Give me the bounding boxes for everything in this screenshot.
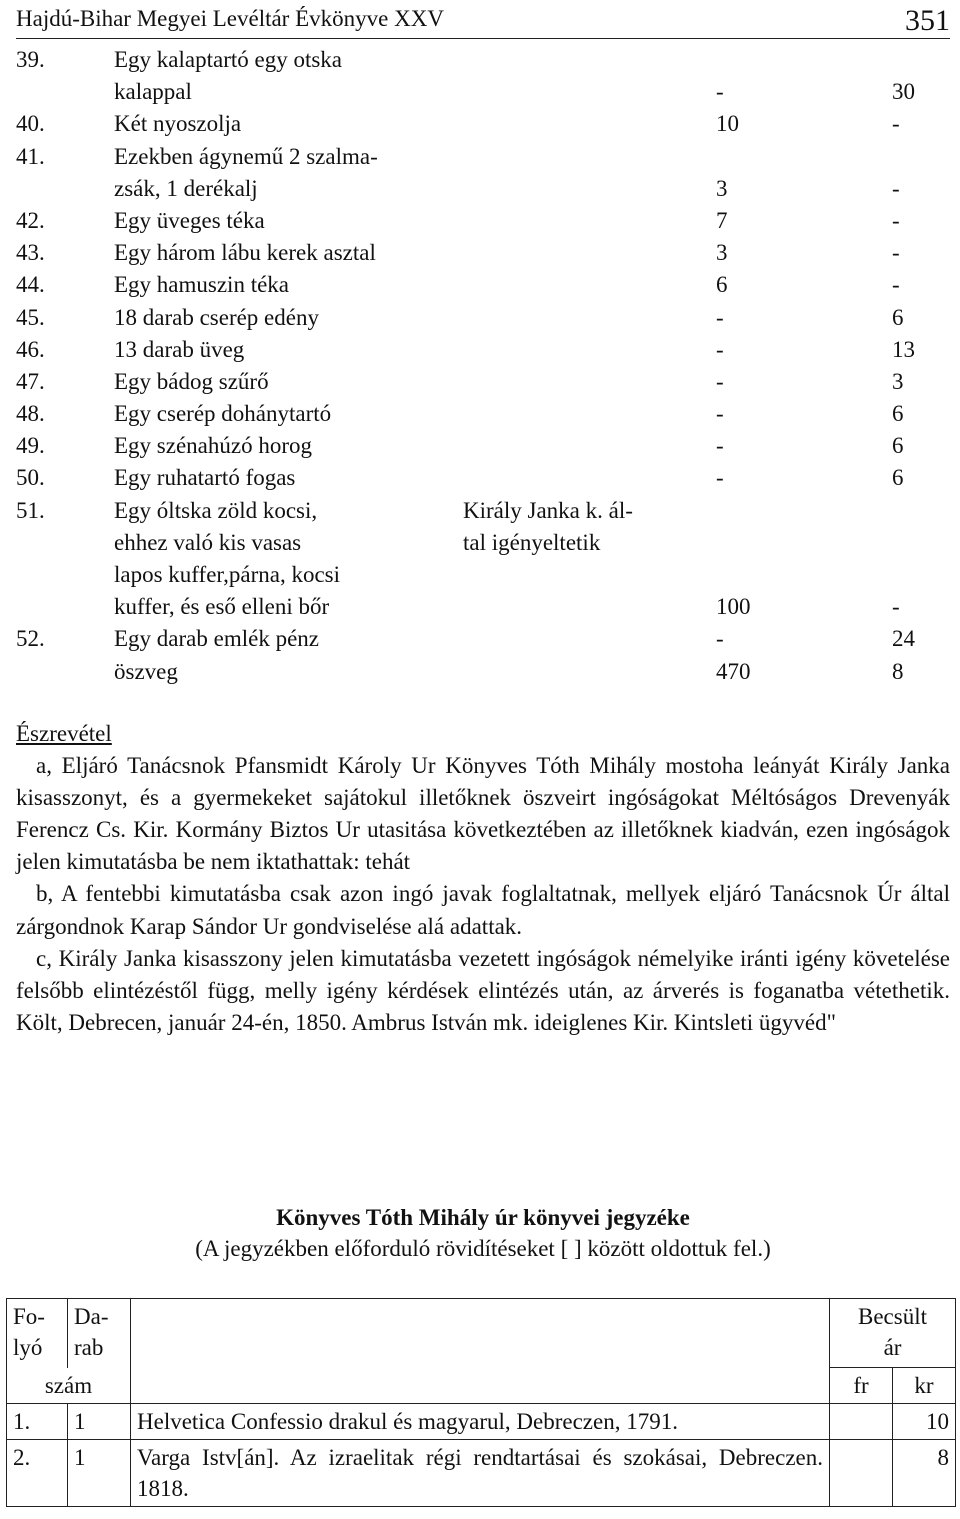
inventory-line [16,173,936,205]
inventory-line [16,269,936,301]
item-value-kr: - [892,175,900,201]
inventory-line [16,398,936,430]
table-header-row [7,1299,956,1368]
item-description: öszveg [114,658,178,684]
book-list-subtitle: (A jegyzékben előforduló rövidítéseket [ ] között oldottuk fel.) [195,1236,771,1261]
item-value-fr: 10 [716,111,739,137]
item-description: kalappal [114,79,192,105]
item-value-kr: - [892,594,900,620]
inventory-line [16,302,936,334]
inventory-line [16,591,936,623]
item-number: 46. [16,336,45,362]
item-value-kr: 3 [892,368,904,394]
item-number: 48. [16,401,45,427]
item-value-fr: - [716,368,724,394]
book-list-table [6,1298,956,1507]
item-value-kr: 8 [892,658,904,684]
remarks-paragraph-c: c, Király Janka kisasszony jelen kimutatásba vezetett ingóságok némelyike iránti igény követelése felsőbb elintézéstől függ, melly igény kérdések elintézés után, az árverés is foganatba vétethetik. Költ, Debrecen, január 24-én, 1850. Ambrus István mk. ideiglenes Kir. Kintsleti ügyvéd" [16,945,950,1035]
item-value-fr: - [716,626,724,652]
inventory-line [16,495,936,527]
inventory-line [16,237,936,269]
item-number: 44. [16,272,45,298]
item-value-fr: 3 [716,240,728,266]
item-description: Egy bádog szűrő [114,368,269,394]
item-value-fr: - [716,401,724,427]
header-szam: szám [7,1368,131,1404]
item-value-kr: - [892,207,900,233]
item-description: Ezekben ágynemű 2 szalma- [114,143,378,169]
item-number: 39. [16,47,45,72]
item-value-kr: - [892,111,900,137]
row-title: Helvetica Confessio drakul és magyarul, Debreczen, 1791. [131,1404,830,1440]
item-number: 43. [16,240,45,266]
item-value-kr: - [892,272,900,298]
item-value-fr: - [716,304,724,330]
item-description: kuffer, és eső elleni bőr [114,594,330,620]
page-number: 351 [905,4,950,37]
item-description: 13 darab üveg [114,336,245,362]
book-list-caption [16,1202,950,1264]
item-number: 41. [16,143,45,169]
row-fr [830,1404,893,1440]
item-value-fr: - [716,336,724,362]
remarks-heading: Észrevétel [16,721,112,746]
row-kr: 10 [893,1404,956,1440]
item-value-fr: 7 [716,207,728,233]
item-value-kr: 30 [892,79,915,105]
row-fr [830,1440,893,1507]
remarks-section [16,718,950,1039]
table-row [7,1440,956,1507]
item-value-fr: 3 [716,175,728,201]
item-value-fr: 470 [716,658,751,684]
item-number: 52. [16,626,45,652]
inventory-line [16,108,936,140]
item-value-kr: 24 [892,626,915,652]
item-value-fr: 100 [716,594,751,620]
item-value-kr: - [892,240,900,266]
item-number: 42. [16,207,45,233]
row-number: 2. [7,1440,68,1507]
item-description: 18 darab cserép edény [114,304,319,330]
item-description: Egy óltska zöld kocsi, [114,497,318,523]
item-description: lapos kuffer,párna, kocsi [114,562,341,587]
inventory-line [16,462,936,494]
inventory-line [16,205,936,237]
item-description: Egy három lábu kerek asztal [114,240,376,266]
item-value-kr: 6 [892,401,904,427]
inventory-line [16,141,936,173]
item-value-fr: - [716,79,724,105]
item-description: ehhez való kis vasas [114,529,302,555]
row-quantity: 1 [68,1440,131,1507]
page-header [16,2,950,38]
header-title-blank [131,1299,830,1368]
table-header-row-2 [7,1368,956,1404]
remarks-paragraph-a: a, Eljáró Tanácsnok Pfansmidt Károly Ur Könyves Tóth Mihály mostoha leányát Király Janka kisasszonyt, és a gyermekeket sajátokul illetőknek öszveirt ingóságokat Méltóságos Drevenyák Ferencz Cs. Kir. Kormány Biztos Ur utasitása következtében az illetőknek kiadván, ezen ingóságok jelen kimutatásba be nem iktathattak: tehát [16,753,950,875]
header-kr: kr [893,1368,956,1404]
row-number: 1. [7,1404,68,1440]
inventory-line [16,366,936,398]
item-note: tal igényeltetik [463,529,601,555]
inventory-line [16,76,936,108]
header-title-blank-2 [131,1368,830,1404]
running-title: Hajdú-Bihar Megyei Levéltár Évkönyve XXV [16,6,444,31]
item-number: 47. [16,368,45,394]
remarks-paragraph-b: b, A fentebbi kimutatásba csak azon ingó javak foglaltatnak, mellyek eljáró Tanácsnok Úr által zárgondnok Karap Sándor Ur gondviselése alá adattak. [16,881,950,939]
header-fr: fr [830,1368,893,1404]
table-row [7,1404,956,1440]
inventory-line [16,656,936,688]
item-value-fr: 6 [716,272,728,298]
item-value-kr: 6 [892,304,904,330]
header-rule [16,38,950,39]
item-description: Egy cserép dohánytartó [114,401,332,427]
item-note: Király Janka k. ál- [463,497,633,523]
inventory-line [16,44,936,76]
item-value-kr: 13 [892,336,915,362]
book-list-title: Könyves Tóth Mihály úr könyvei jegyzéke [276,1205,690,1230]
row-kr: 8 [893,1440,956,1507]
item-value-fr: - [716,433,724,459]
item-number: 45. [16,304,45,330]
item-description: Két nyoszolja [114,111,242,137]
item-value-fr: - [716,465,724,491]
row-title: Varga Istv[án]. Az izraelitak régi rendtartásai és szokásai, Debreczen. 1818. [131,1440,830,1507]
item-description: Egy üveges téka [114,207,265,233]
inventory-line [16,623,936,655]
inventory-line [16,430,936,462]
item-number: 50. [16,465,45,491]
row-quantity: 1 [68,1404,131,1440]
inventory-line [16,559,936,591]
item-number: 49. [16,433,45,459]
item-description: Egy hamuszin téka [114,272,290,298]
item-value-kr: 6 [892,433,904,459]
item-description: Egy szénahúzó horog [114,433,312,459]
item-description: Egy darab emlék pénz [114,626,319,652]
item-number: 40. [16,111,45,137]
header-darab: Da- rab [68,1299,131,1368]
item-description: Egy kalaptartó egy otska [114,47,343,72]
item-value-kr: 6 [892,465,904,491]
header-folyo: Fo- lyó [7,1299,68,1368]
inventory-line [16,527,936,559]
item-number: 51. [16,497,45,523]
item-description: zsák, 1 derékalj [114,175,258,201]
item-description: Egy ruhatartó fogas [114,465,296,491]
inventory-list [16,44,936,688]
header-becsult-ar: Becsült ár [830,1299,956,1368]
inventory-line [16,334,936,366]
